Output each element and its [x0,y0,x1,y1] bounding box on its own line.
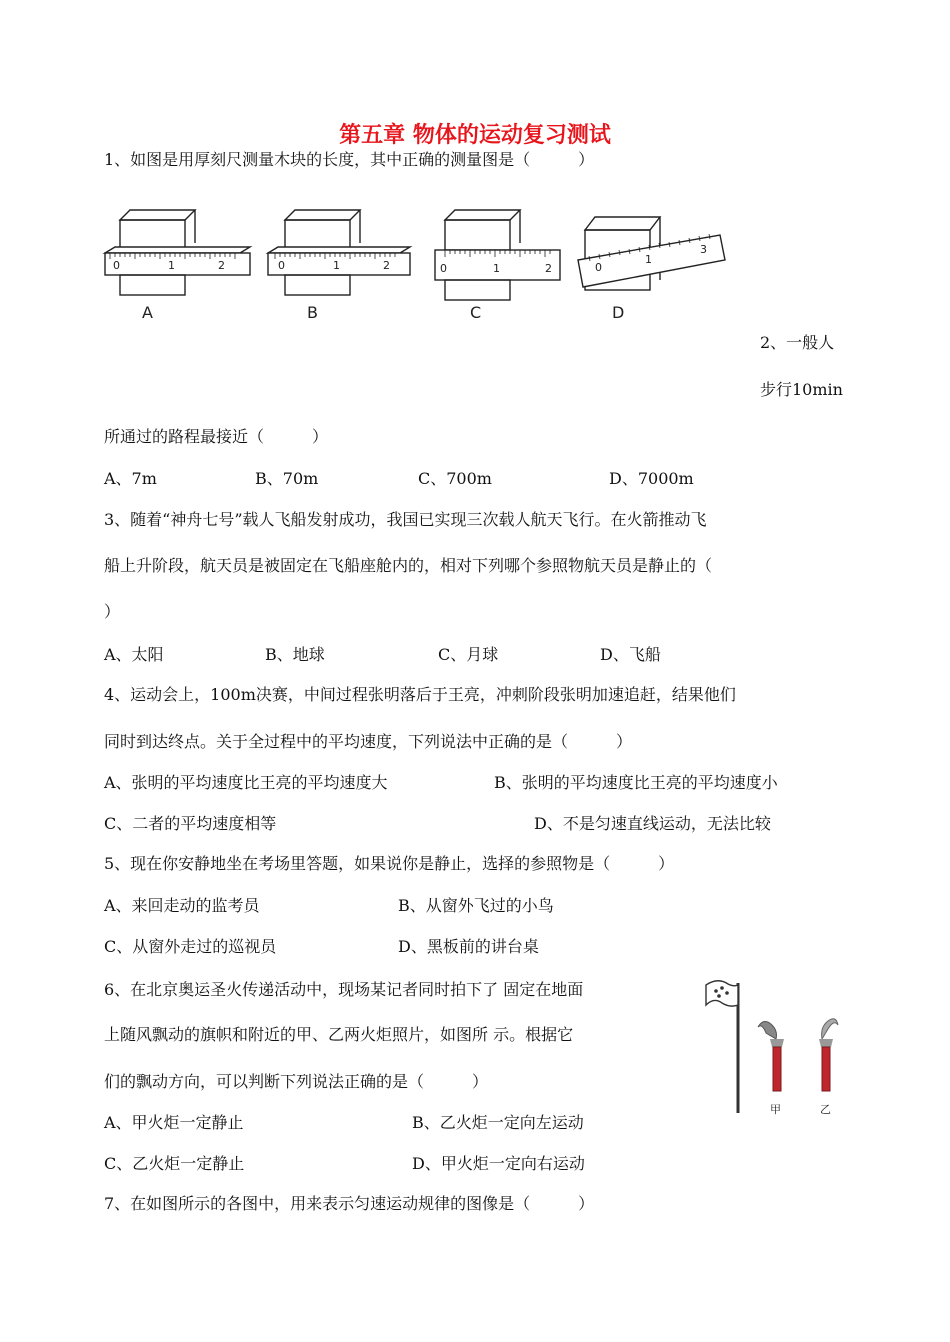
figure-label-a: A [142,303,153,322]
q5-option-d: D、黑板前的讲台桌 [398,937,539,956]
q6-option-c: C、乙火炬一定静止 [104,1154,245,1173]
tick-label: 1 [333,259,340,272]
q3-option-c: C、月球 [438,645,499,664]
torch-label-jia: 甲 [770,1103,781,1116]
q2-line3: 所通过的路程最接近（ ） [104,427,329,446]
q5-line1: 5、现在你安静地坐在考场里答题，如果说你是静止，选择的参照物是（ ） [104,854,675,873]
tick-label: 0 [113,259,120,272]
ruler-figure-a [105,210,250,295]
tick-label: 0 [278,259,285,272]
tick-label: 3 [700,243,707,256]
q3-option-a: A、太阳 [104,645,164,664]
q4-option-a: A、张明的平均速度比王亮的平均速度大 [104,773,388,792]
q6-flag-torch-figure [700,975,850,1125]
tick-label: 0 [440,262,447,275]
q4-option-b: B、张明的平均速度比王亮的平均速度小 [494,773,778,792]
q3-line1: 3、随着“神舟七号”载人飞船发射成功，我国已实现三次载人航天飞行。在火箭推动飞 [104,510,707,529]
q3-line3: ） [104,602,121,621]
q3-line2: 船上升阶段，航天员是被固定在飞船座舱内的，相对下列哪个参照物航天员是静止的（ [104,556,713,575]
ruler-figure-b [268,210,410,295]
q2-option-d: D、7000m [609,469,694,488]
tick-label: 2 [383,259,390,272]
torch-yi-icon [819,1019,838,1091]
q4-option-d: D、不是匀速直线运动，无法比较 [534,814,771,833]
tick-label: 2 [545,262,552,275]
q6-line2: 上随风飘动的旗帜和附近的甲、乙两火炬照片，如图所 示。根据它 [104,1025,574,1044]
q1-ruler-figures [100,205,740,330]
tick-label: 2 [218,259,225,272]
q2-line2: 步行10min [760,380,843,399]
q2-line1: 2、一般人 [760,333,835,352]
q5-option-a: A、来回走动的监考员 [104,896,260,915]
q7-line1: 7、在如图所示的各图中，用来表示匀速运动规律的图像是（ ） [104,1194,595,1213]
q6-option-b: B、乙火炬一定向左运动 [412,1113,584,1132]
torch-jia-icon [758,1021,784,1091]
q4-line1: 4、运动会上，100m决赛，中间过程张明落后于王亮，冲刺阶段张明加速追赶，结果他们 [104,685,736,704]
q4-option-c: C、二者的平均速度相等 [104,814,277,833]
q5-option-b: B、从窗外飞过的小鸟 [398,896,554,915]
q2-option-c: C、700m [418,469,492,488]
flag-icon [706,981,738,1113]
q4-line2: 同时到达终点。关于全过程中的平均速度，下列说法中正确的是（ ） [104,732,633,751]
torch-label-yi: 乙 [820,1103,831,1116]
q3-option-d: D、飞船 [600,645,661,664]
q1-text: 1、如图是用厚刻尺测量木块的长度，其中正确的测量图是（ ） [104,150,595,169]
q5-option-c: C、从窗外走过的巡视员 [104,937,277,956]
figure-label-c: C [470,303,482,322]
page-title: 第五章 物体的运动复习测试 [339,123,611,148]
tick-label: 1 [493,262,500,275]
q2-option-b: B、70m [255,469,319,488]
q3-option-b: B、地球 [265,645,325,664]
q6-line3: 们的飘动方向，可以判断下列说法正确的是（ ） [104,1072,489,1091]
tick-label: 1 [645,253,652,266]
figure-label-d: D [612,303,625,322]
ruler-figure-c [435,210,560,300]
tick-label: 1 [168,259,175,272]
q6-option-a: A、甲火炬一定静止 [104,1113,244,1132]
figure-label-b: B [307,303,318,322]
tick-label: 0 [595,261,602,274]
q6-line1: 6、在北京奥运圣火传递活动中，现场某记者同时拍下了 固定在地面 [104,980,584,999]
q6-option-d: D、甲火炬一定向右运动 [412,1154,585,1173]
q2-option-a: A、7m [104,469,157,488]
